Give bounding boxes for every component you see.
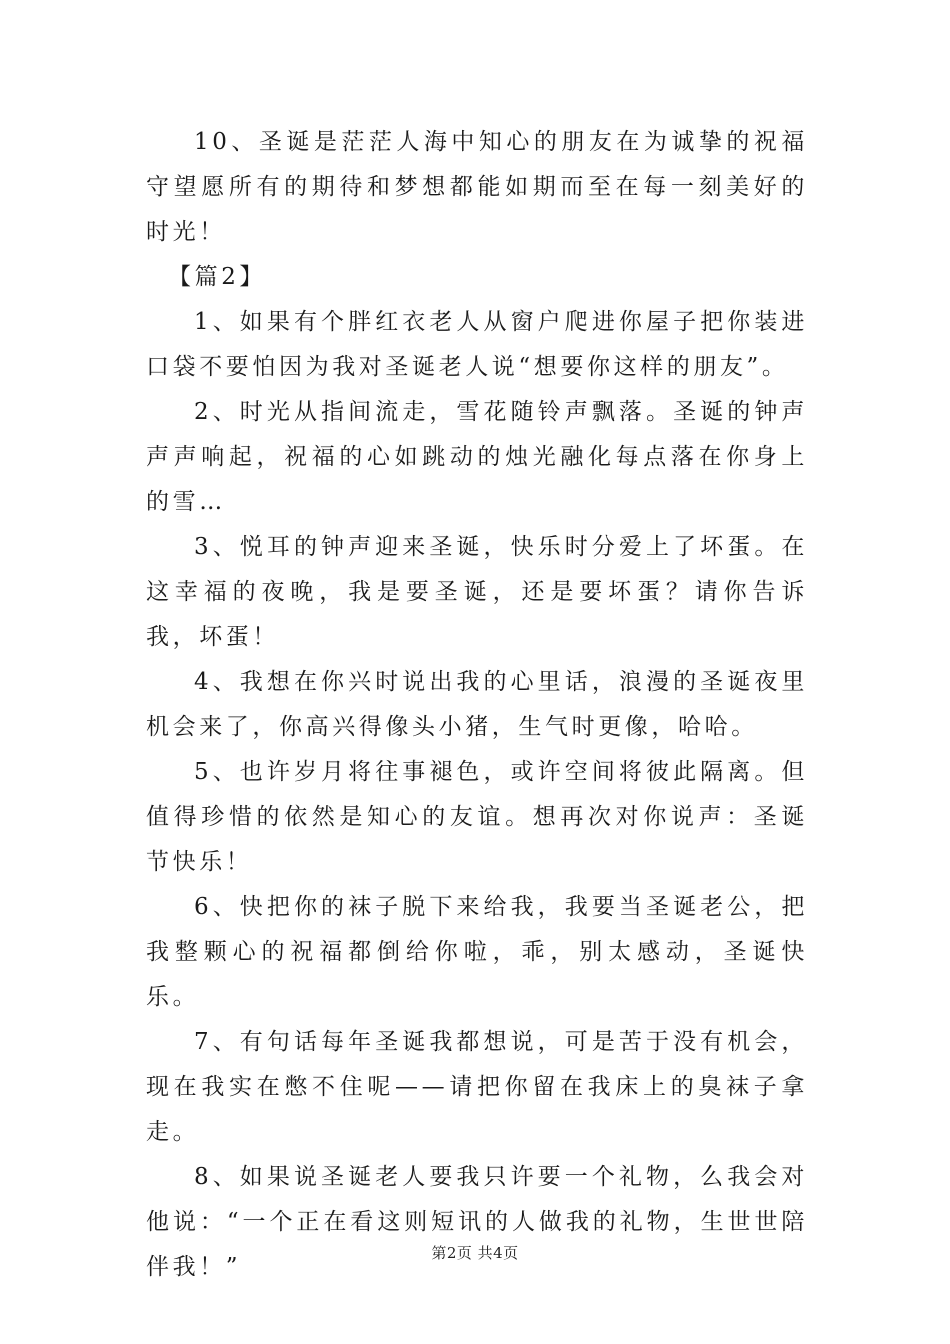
- paragraph-7: 7、有句话每年圣诞我都想说，可是苦于没有机会，现在我实在憋不住呢——请把你留在我床上的臭袜子拿走。: [146, 1029, 808, 1145]
- paragraph-3: 3、悦耳的钟声迎来圣诞，快乐时分爱上了坏蛋。在这幸福的夜晚，我是要圣诞，还是要坏蛋？请你告诉我，坏蛋！: [146, 534, 808, 650]
- paragraph-2: 2、时光从指间流走，雪花随铃声飘落。圣诞的钟声声声响起，祝福的心如跳动的烛光融化每点落在你身上的雪…: [146, 399, 808, 515]
- paragraph-5: 5、也许岁月将往事褪色，或许空间将彼此隔离。但值得珍惜的依然是知心的友谊。想再次对你说声：圣诞节快乐！: [146, 759, 808, 875]
- paragraph-8: 8、如果说圣诞老人要我只许要一个礼物，么我会对他说：“一个正在看这则短讯的人做我的礼物，生世世陪伴我！”: [146, 1164, 808, 1280]
- paragraph-6: 6、快把你的袜子脱下来给我，我要当圣诞老公，把我整颗心的祝福都倒给你啦，乖，别太感动，圣诞快乐。: [146, 894, 808, 1010]
- section-heading: 【篇2】: [168, 264, 267, 290]
- paragraph-1: 1、如果有个胖红衣老人从窗户爬进你屋子把你装进口袋不要怕因为我对圣诞老人说“想要你这样的朋友”。: [146, 309, 808, 380]
- page-footer: 第2页 共4页: [431, 1244, 519, 1262]
- paragraph-4: 4、我想在你兴时说出我的心里话，浪漫的圣诞夜里机会来了，你高兴得像头小猪，生气时更像，哈哈。: [146, 669, 808, 740]
- paragraph-10: 10、圣诞是茫茫人海中知心的朋友在为诚挚的祝福守望愿所有的期待和梦想都能如期而至在每一刻美好的时光！: [146, 129, 808, 245]
- document-body: [146, 120, 808, 1290]
